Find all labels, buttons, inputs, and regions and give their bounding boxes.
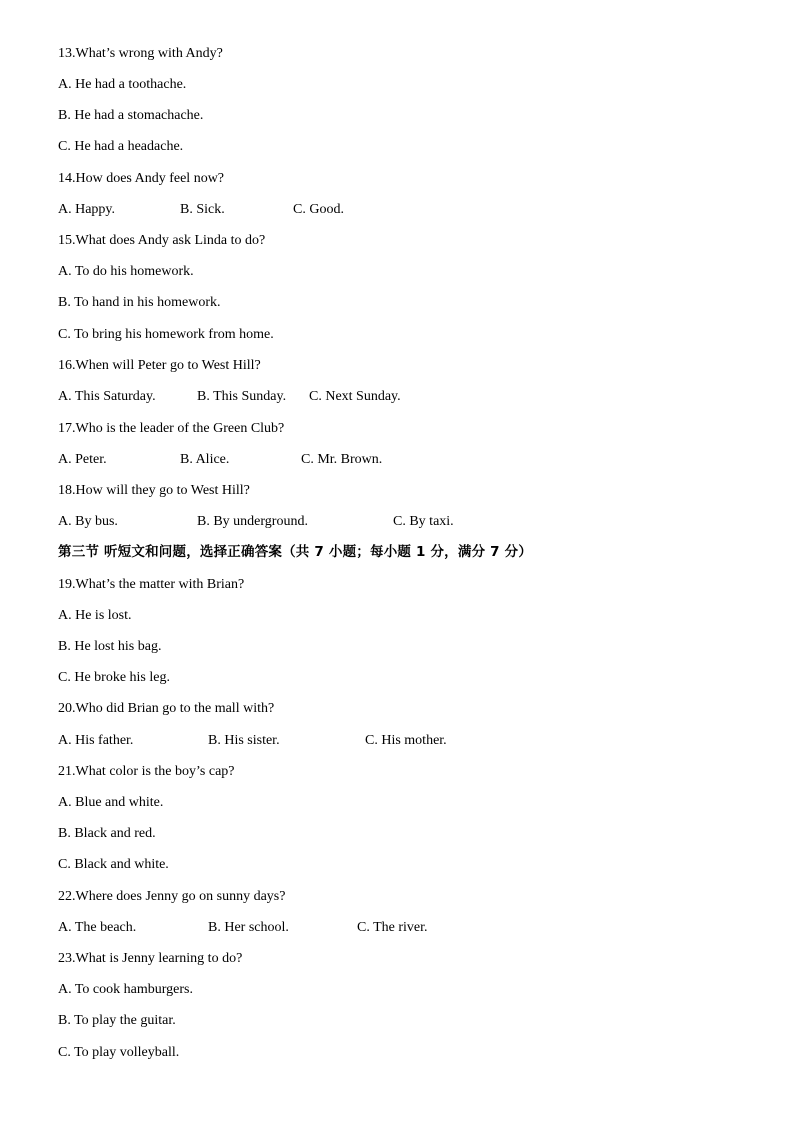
question-18: 18.How will they go to West Hill? xyxy=(58,483,250,498)
q14-option-c: C. Good. xyxy=(293,202,344,217)
question-19: 19.What’s the matter with Brian? xyxy=(58,577,245,592)
q14-options-row xyxy=(58,200,758,220)
question-17: 17.Who is the leader of the Green Club? xyxy=(58,421,285,436)
q18-options-row xyxy=(58,512,758,532)
question-20: 20.Who did Brian go to the mall with? xyxy=(58,701,275,716)
q13-option-b: B. He had a stomachache. xyxy=(58,108,204,123)
q14-option-b: B. Sick. xyxy=(180,202,225,217)
q22-option-b: B. Her school. xyxy=(208,920,289,935)
q21-option-a: A. Blue and white. xyxy=(58,795,164,810)
q18-option-a: A. By bus. xyxy=(58,514,118,529)
q22-option-c: C. The river. xyxy=(357,920,428,935)
q17-option-a: A. Peter. xyxy=(58,452,107,467)
question-13: 13.What’s wrong with Andy? xyxy=(58,46,223,61)
question-14: 14.How does Andy feel now? xyxy=(58,171,225,186)
q16-option-a: A. This Saturday. xyxy=(58,389,156,404)
q17-options-row xyxy=(58,450,758,470)
q22-options-row xyxy=(58,918,758,938)
q16-options-row xyxy=(58,387,758,407)
q15-option-a: A. To do his homework. xyxy=(58,264,194,279)
q20-option-a: A. His father. xyxy=(58,733,134,748)
q23-option-c: C. To play volleyball. xyxy=(58,1045,180,1060)
q19-option-b: B. He lost his bag. xyxy=(58,639,162,654)
section-3-heading: 第三节 听短文和问题，选择正确答案（共 7 小题；每小题 1 分，满分 7 分） xyxy=(58,544,533,560)
question-23: 23.What is Jenny learning to do? xyxy=(58,951,243,966)
q23-option-a: A. To cook hamburgers. xyxy=(58,982,193,997)
question-16: 16.When will Peter go to West Hill? xyxy=(58,358,261,373)
q21-option-c: C. Black and white. xyxy=(58,857,169,872)
q20-option-b: B. His sister. xyxy=(208,733,280,748)
q15-option-c: C. To bring his homework from home. xyxy=(58,327,274,342)
q16-option-b: B. This Sunday. xyxy=(197,389,287,404)
q15-option-b: B. To hand in his homework. xyxy=(58,295,221,310)
q21-option-b: B. Black and red. xyxy=(58,826,156,841)
q19-option-a: A. He is lost. xyxy=(58,608,132,623)
q18-option-b: B. By underground. xyxy=(197,514,308,529)
q22-option-a: A. The beach. xyxy=(58,920,137,935)
q17-option-c: C. Mr. Brown. xyxy=(301,452,383,467)
q14-option-a: A. Happy. xyxy=(58,202,116,217)
q20-options-row xyxy=(58,731,758,751)
question-15: 15.What does Andy ask Linda to do? xyxy=(58,233,266,248)
q18-option-c: C. By taxi. xyxy=(393,514,454,529)
question-22: 22.Where does Jenny go on sunny days? xyxy=(58,889,286,904)
q13-option-a: A. He had a toothache. xyxy=(58,77,187,92)
q20-option-c: C. His mother. xyxy=(365,733,447,748)
question-21: 21.What color is the boy’s cap? xyxy=(58,764,235,779)
q23-option-b: B. To play the guitar. xyxy=(58,1013,176,1028)
q16-option-c: C. Next Sunday. xyxy=(309,389,401,404)
q19-option-c: C. He broke his leg. xyxy=(58,670,170,685)
q13-option-c: C. He had a headache. xyxy=(58,139,184,154)
q17-option-b: B. Alice. xyxy=(180,452,230,467)
